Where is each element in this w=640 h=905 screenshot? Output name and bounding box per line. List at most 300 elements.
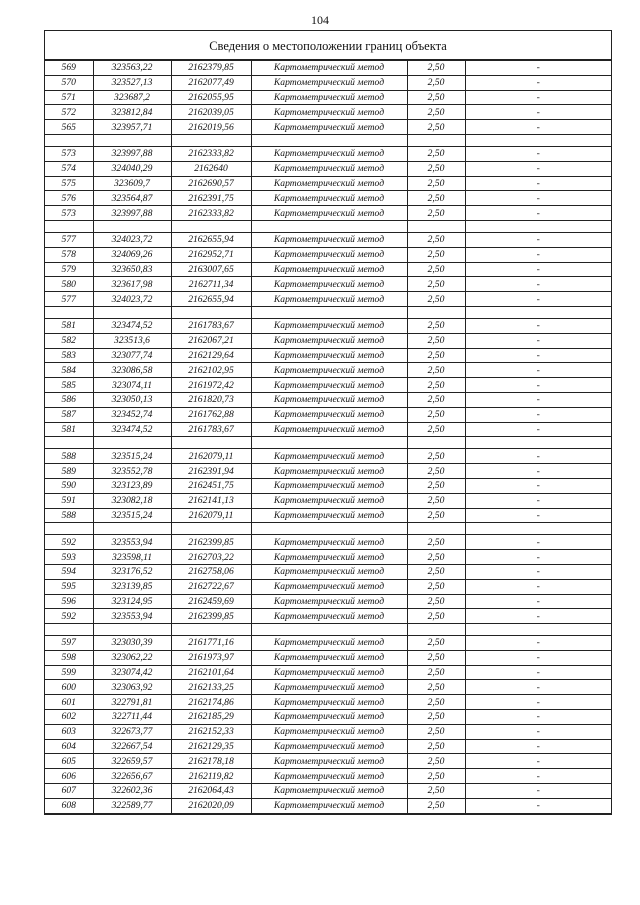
method-cell: Картометрический метод [251, 120, 407, 135]
point-number-cell: 577 [45, 232, 93, 247]
method-cell: Картометрический метод [251, 594, 407, 609]
x-coordinate-cell: 323082,18 [93, 493, 171, 508]
method-cell: Картометрический метод [251, 695, 407, 710]
accuracy-cell: 2,50 [407, 333, 465, 348]
description-cell: - [465, 478, 611, 493]
accuracy-cell: 2,50 [407, 206, 465, 221]
description-cell: - [465, 739, 611, 754]
y-coordinate-cell: 2162451,75 [171, 478, 251, 493]
x-coordinate-cell: 323050,13 [93, 392, 171, 407]
x-coordinate-cell: 324040,29 [93, 161, 171, 176]
description-cell: - [465, 262, 611, 277]
y-coordinate-cell: 2162133,25 [171, 680, 251, 695]
point-number-cell: 580 [45, 277, 93, 292]
point-number-cell: 577 [45, 292, 93, 307]
table-row [45, 363, 611, 378]
method-cell: Картометрический метод [251, 478, 407, 493]
boundary-document [44, 30, 612, 815]
y-coordinate-cell: 2162119,82 [171, 769, 251, 784]
point-number-cell: 601 [45, 695, 93, 710]
point-number-cell: 573 [45, 206, 93, 221]
x-coordinate-cell: 323074,11 [93, 378, 171, 393]
point-number-cell: 595 [45, 579, 93, 594]
y-coordinate-cell: 2162019,56 [171, 120, 251, 135]
x-coordinate-cell: 323062,22 [93, 650, 171, 665]
y-coordinate-cell: 2162399,85 [171, 535, 251, 550]
description-cell: - [465, 333, 611, 348]
method-cell: Картометрический метод [251, 232, 407, 247]
y-coordinate-cell: 2161973,97 [171, 650, 251, 665]
y-coordinate-cell: 2162711,34 [171, 277, 251, 292]
table-row [45, 292, 611, 307]
method-cell: Картометрический метод [251, 105, 407, 120]
accuracy-cell: 2,50 [407, 392, 465, 407]
method-cell: Картометрический метод [251, 739, 407, 754]
table-row [45, 710, 611, 725]
x-coordinate-cell: 323650,83 [93, 262, 171, 277]
description-cell: - [465, 464, 611, 479]
y-coordinate-cell: 2162129,35 [171, 739, 251, 754]
point-number-cell: 585 [45, 378, 93, 393]
y-coordinate-cell: 2163007,65 [171, 262, 251, 277]
separator-cell [45, 437, 93, 449]
method-cell: Картометрический метод [251, 508, 407, 523]
x-coordinate-cell: 322602,36 [93, 784, 171, 799]
method-cell: Картометрический метод [251, 579, 407, 594]
method-cell: Картометрический метод [251, 277, 407, 292]
table-row [45, 206, 611, 221]
table-row [45, 695, 611, 710]
point-number-cell: 575 [45, 176, 93, 191]
accuracy-cell: 2,50 [407, 318, 465, 333]
coordinates-table-body [45, 61, 611, 814]
group-separator-row [45, 523, 611, 535]
table-row [45, 550, 611, 565]
x-coordinate-cell: 322711,44 [93, 710, 171, 725]
separator-cell [171, 523, 251, 535]
point-number-cell: 592 [45, 535, 93, 550]
method-cell: Картометрический метод [251, 754, 407, 769]
separator-cell [407, 437, 465, 449]
y-coordinate-cell: 2162039,05 [171, 105, 251, 120]
x-coordinate-cell: 322656,67 [93, 769, 171, 784]
group-separator-row [45, 624, 611, 636]
accuracy-cell: 2,50 [407, 579, 465, 594]
description-cell: - [465, 75, 611, 90]
separator-cell [171, 220, 251, 232]
x-coordinate-cell: 323527,13 [93, 75, 171, 90]
separator-cell [465, 134, 611, 146]
x-coordinate-cell: 323074,42 [93, 665, 171, 680]
separator-cell [465, 306, 611, 318]
description-cell: - [465, 90, 611, 105]
x-coordinate-cell: 323030,39 [93, 636, 171, 651]
accuracy-cell: 2,50 [407, 378, 465, 393]
separator-cell [93, 306, 171, 318]
y-coordinate-cell: 2162152,33 [171, 724, 251, 739]
description-cell: - [465, 564, 611, 579]
method-cell: Картометрический метод [251, 535, 407, 550]
y-coordinate-cell: 2162703,22 [171, 550, 251, 565]
table-row [45, 798, 611, 813]
y-coordinate-cell: 2162459,69 [171, 594, 251, 609]
description-cell: - [465, 206, 611, 221]
method-cell: Картометрический метод [251, 609, 407, 624]
separator-cell [465, 523, 611, 535]
point-number-cell: 581 [45, 422, 93, 437]
x-coordinate-cell: 323957,71 [93, 120, 171, 135]
coordinates-table [45, 60, 611, 814]
accuracy-cell: 2,50 [407, 161, 465, 176]
method-cell: Картометрический метод [251, 449, 407, 464]
description-cell: - [465, 422, 611, 437]
description-cell: - [465, 594, 611, 609]
accuracy-cell: 2,50 [407, 609, 465, 624]
accuracy-cell: 2,50 [407, 449, 465, 464]
description-cell: - [465, 407, 611, 422]
method-cell: Картометрический метод [251, 146, 407, 161]
y-coordinate-cell: 2162067,21 [171, 333, 251, 348]
accuracy-cell: 2,50 [407, 769, 465, 784]
separator-cell [171, 624, 251, 636]
y-coordinate-cell: 2162079,11 [171, 449, 251, 464]
point-number-cell: 602 [45, 710, 93, 725]
table-row [45, 609, 611, 624]
table-row [45, 348, 611, 363]
accuracy-cell: 2,50 [407, 564, 465, 579]
accuracy-cell: 2,50 [407, 550, 465, 565]
description-cell: - [465, 636, 611, 651]
y-coordinate-cell: 2162141,13 [171, 493, 251, 508]
separator-cell [171, 306, 251, 318]
method-cell: Картометрический метод [251, 75, 407, 90]
point-number-cell: 579 [45, 262, 93, 277]
table-row [45, 493, 611, 508]
y-coordinate-cell: 2162055,95 [171, 90, 251, 105]
description-cell: - [465, 61, 611, 76]
table-row [45, 564, 611, 579]
y-coordinate-cell: 2162174,86 [171, 695, 251, 710]
point-number-cell: 586 [45, 392, 93, 407]
point-number-cell: 598 [45, 650, 93, 665]
separator-cell [171, 134, 251, 146]
x-coordinate-cell: 323812,84 [93, 105, 171, 120]
separator-cell [171, 437, 251, 449]
table-row [45, 232, 611, 247]
y-coordinate-cell: 2162952,71 [171, 247, 251, 262]
point-number-cell: 594 [45, 564, 93, 579]
table-row [45, 191, 611, 206]
table-row [45, 650, 611, 665]
method-cell: Картометрический метод [251, 665, 407, 680]
table-row [45, 378, 611, 393]
x-coordinate-cell: 323617,98 [93, 277, 171, 292]
table-row [45, 535, 611, 550]
description-cell: - [465, 348, 611, 363]
method-cell: Картометрический метод [251, 769, 407, 784]
accuracy-cell: 2,50 [407, 464, 465, 479]
description-cell: - [465, 609, 611, 624]
table-row [45, 784, 611, 799]
accuracy-cell: 2,50 [407, 665, 465, 680]
description-cell: - [465, 277, 611, 292]
y-coordinate-cell: 2162129,64 [171, 348, 251, 363]
accuracy-cell: 2,50 [407, 739, 465, 754]
separator-cell [465, 437, 611, 449]
point-number-cell: 603 [45, 724, 93, 739]
y-coordinate-cell: 2162333,82 [171, 146, 251, 161]
table-row [45, 146, 611, 161]
description-cell: - [465, 508, 611, 523]
accuracy-cell: 2,50 [407, 508, 465, 523]
separator-cell [93, 624, 171, 636]
table-row [45, 318, 611, 333]
table-row [45, 105, 611, 120]
y-coordinate-cell: 2162079,11 [171, 508, 251, 523]
y-coordinate-cell: 2162640 [171, 161, 251, 176]
x-coordinate-cell: 323124,95 [93, 594, 171, 609]
accuracy-cell: 2,50 [407, 90, 465, 105]
method-cell: Картометрический метод [251, 724, 407, 739]
x-coordinate-cell: 323515,24 [93, 508, 171, 523]
description-cell: - [465, 232, 611, 247]
method-cell: Картометрический метод [251, 348, 407, 363]
y-coordinate-cell: 2161972,42 [171, 378, 251, 393]
table-row [45, 176, 611, 191]
point-number-cell: 572 [45, 105, 93, 120]
method-cell: Картометрический метод [251, 191, 407, 206]
group-separator-row [45, 220, 611, 232]
description-cell: - [465, 247, 611, 262]
table-row [45, 333, 611, 348]
x-coordinate-cell: 322791,81 [93, 695, 171, 710]
separator-cell [45, 220, 93, 232]
table-row [45, 120, 611, 135]
method-cell: Картометрический метод [251, 564, 407, 579]
x-coordinate-cell: 323997,88 [93, 206, 171, 221]
description-cell: - [465, 754, 611, 769]
description-cell: - [465, 392, 611, 407]
x-coordinate-cell: 323553,94 [93, 535, 171, 550]
y-coordinate-cell: 2162178,18 [171, 754, 251, 769]
point-number-cell: 587 [45, 407, 93, 422]
method-cell: Картометрический метод [251, 464, 407, 479]
separator-cell [93, 523, 171, 535]
accuracy-cell: 2,50 [407, 75, 465, 90]
table-row [45, 161, 611, 176]
accuracy-cell: 2,50 [407, 292, 465, 307]
accuracy-cell: 2,50 [407, 798, 465, 813]
method-cell: Картометрический метод [251, 262, 407, 277]
description-cell: - [465, 318, 611, 333]
separator-cell [251, 220, 407, 232]
method-cell: Картометрический метод [251, 318, 407, 333]
x-coordinate-cell: 323474,52 [93, 318, 171, 333]
description-cell: - [465, 535, 611, 550]
accuracy-cell: 2,50 [407, 105, 465, 120]
table-row [45, 665, 611, 680]
accuracy-cell: 2,50 [407, 784, 465, 799]
point-number-cell: 569 [45, 61, 93, 76]
table-row [45, 464, 611, 479]
separator-cell [251, 134, 407, 146]
separator-cell [407, 624, 465, 636]
table-row [45, 508, 611, 523]
description-cell: - [465, 798, 611, 813]
description-cell: - [465, 493, 611, 508]
point-number-cell: 596 [45, 594, 93, 609]
description-cell: - [465, 161, 611, 176]
separator-cell [45, 306, 93, 318]
point-number-cell: 600 [45, 680, 93, 695]
description-cell: - [465, 363, 611, 378]
x-coordinate-cell: 323452,74 [93, 407, 171, 422]
x-coordinate-cell: 323063,92 [93, 680, 171, 695]
method-cell: Картометрический метод [251, 650, 407, 665]
point-number-cell: 607 [45, 784, 93, 799]
table-row [45, 449, 611, 464]
y-coordinate-cell: 2162758,06 [171, 564, 251, 579]
y-coordinate-cell: 2162399,85 [171, 609, 251, 624]
point-number-cell: 573 [45, 146, 93, 161]
method-cell: Картометрический метод [251, 61, 407, 76]
point-number-cell: 570 [45, 75, 93, 90]
table-row [45, 277, 611, 292]
separator-cell [93, 437, 171, 449]
y-coordinate-cell: 2161820,73 [171, 392, 251, 407]
x-coordinate-cell: 322673,77 [93, 724, 171, 739]
x-coordinate-cell: 324023,72 [93, 292, 171, 307]
point-number-cell: 582 [45, 333, 93, 348]
description-cell: - [465, 105, 611, 120]
method-cell: Картометрический метод [251, 90, 407, 105]
x-coordinate-cell: 323609,7 [93, 176, 171, 191]
table-row [45, 75, 611, 90]
x-coordinate-cell: 324069,26 [93, 247, 171, 262]
x-coordinate-cell: 323552,78 [93, 464, 171, 479]
y-coordinate-cell: 2161771,16 [171, 636, 251, 651]
point-number-cell: 591 [45, 493, 93, 508]
method-cell: Картометрический метод [251, 292, 407, 307]
separator-cell [407, 134, 465, 146]
page-number: 104 [311, 13, 329, 27]
y-coordinate-cell: 2162020,09 [171, 798, 251, 813]
x-coordinate-cell: 324023,72 [93, 232, 171, 247]
y-coordinate-cell: 2162185,29 [171, 710, 251, 725]
description-cell: - [465, 191, 611, 206]
point-number-cell: 589 [45, 464, 93, 479]
method-cell: Картометрический метод [251, 680, 407, 695]
separator-cell [407, 306, 465, 318]
accuracy-cell: 2,50 [407, 422, 465, 437]
point-number-cell: 599 [45, 665, 93, 680]
accuracy-cell: 2,50 [407, 478, 465, 493]
x-coordinate-cell: 323553,94 [93, 609, 171, 624]
accuracy-cell: 2,50 [407, 277, 465, 292]
accuracy-cell: 2,50 [407, 348, 465, 363]
table-row [45, 739, 611, 754]
group-separator-row [45, 306, 611, 318]
accuracy-cell: 2,50 [407, 363, 465, 378]
point-number-cell: 588 [45, 449, 93, 464]
accuracy-cell: 2,50 [407, 710, 465, 725]
x-coordinate-cell: 323123,89 [93, 478, 171, 493]
description-cell: - [465, 120, 611, 135]
accuracy-cell: 2,50 [407, 680, 465, 695]
table-row [45, 422, 611, 437]
point-number-cell: 583 [45, 348, 93, 363]
separator-cell [251, 624, 407, 636]
point-number-cell: 571 [45, 90, 93, 105]
table-row [45, 724, 611, 739]
table-row [45, 680, 611, 695]
separator-cell [45, 134, 93, 146]
accuracy-cell: 2,50 [407, 535, 465, 550]
separator-cell [251, 306, 407, 318]
point-number-cell: 581 [45, 318, 93, 333]
separator-cell [251, 523, 407, 535]
point-number-cell: 593 [45, 550, 93, 565]
accuracy-cell: 2,50 [407, 636, 465, 651]
x-coordinate-cell: 323515,24 [93, 449, 171, 464]
point-number-cell: 576 [45, 191, 93, 206]
description-cell: - [465, 650, 611, 665]
y-coordinate-cell: 2162655,94 [171, 292, 251, 307]
table-row [45, 247, 611, 262]
x-coordinate-cell: 323997,88 [93, 146, 171, 161]
method-cell: Картометрический метод [251, 333, 407, 348]
table-row [45, 407, 611, 422]
method-cell: Картометрический метод [251, 636, 407, 651]
accuracy-cell: 2,50 [407, 232, 465, 247]
y-coordinate-cell: 2162655,94 [171, 232, 251, 247]
accuracy-cell: 2,50 [407, 146, 465, 161]
description-cell: - [465, 724, 611, 739]
point-number-cell: 578 [45, 247, 93, 262]
table-row [45, 90, 611, 105]
description-cell: - [465, 292, 611, 307]
point-number-cell: 605 [45, 754, 93, 769]
accuracy-cell: 2,50 [407, 247, 465, 262]
y-coordinate-cell: 2162722,67 [171, 579, 251, 594]
table-row [45, 392, 611, 407]
y-coordinate-cell: 2162101,64 [171, 665, 251, 680]
y-coordinate-cell: 2162391,75 [171, 191, 251, 206]
y-coordinate-cell: 2161783,67 [171, 422, 251, 437]
x-coordinate-cell: 322659,57 [93, 754, 171, 769]
point-number-cell: 588 [45, 508, 93, 523]
accuracy-cell: 2,50 [407, 191, 465, 206]
method-cell: Картометрический метод [251, 784, 407, 799]
accuracy-cell: 2,50 [407, 262, 465, 277]
method-cell: Картометрический метод [251, 422, 407, 437]
accuracy-cell: 2,50 [407, 650, 465, 665]
point-number-cell: 597 [45, 636, 93, 651]
separator-cell [465, 624, 611, 636]
x-coordinate-cell: 323176,52 [93, 564, 171, 579]
method-cell: Картометрический метод [251, 798, 407, 813]
table-row [45, 61, 611, 76]
accuracy-cell: 2,50 [407, 594, 465, 609]
separator-cell [407, 220, 465, 232]
accuracy-cell: 2,50 [407, 724, 465, 739]
y-coordinate-cell: 2162333,82 [171, 206, 251, 221]
method-cell: Картометрический метод [251, 493, 407, 508]
point-number-cell: 604 [45, 739, 93, 754]
description-cell: - [465, 784, 611, 799]
y-coordinate-cell: 2162690,57 [171, 176, 251, 191]
description-cell: - [465, 680, 611, 695]
